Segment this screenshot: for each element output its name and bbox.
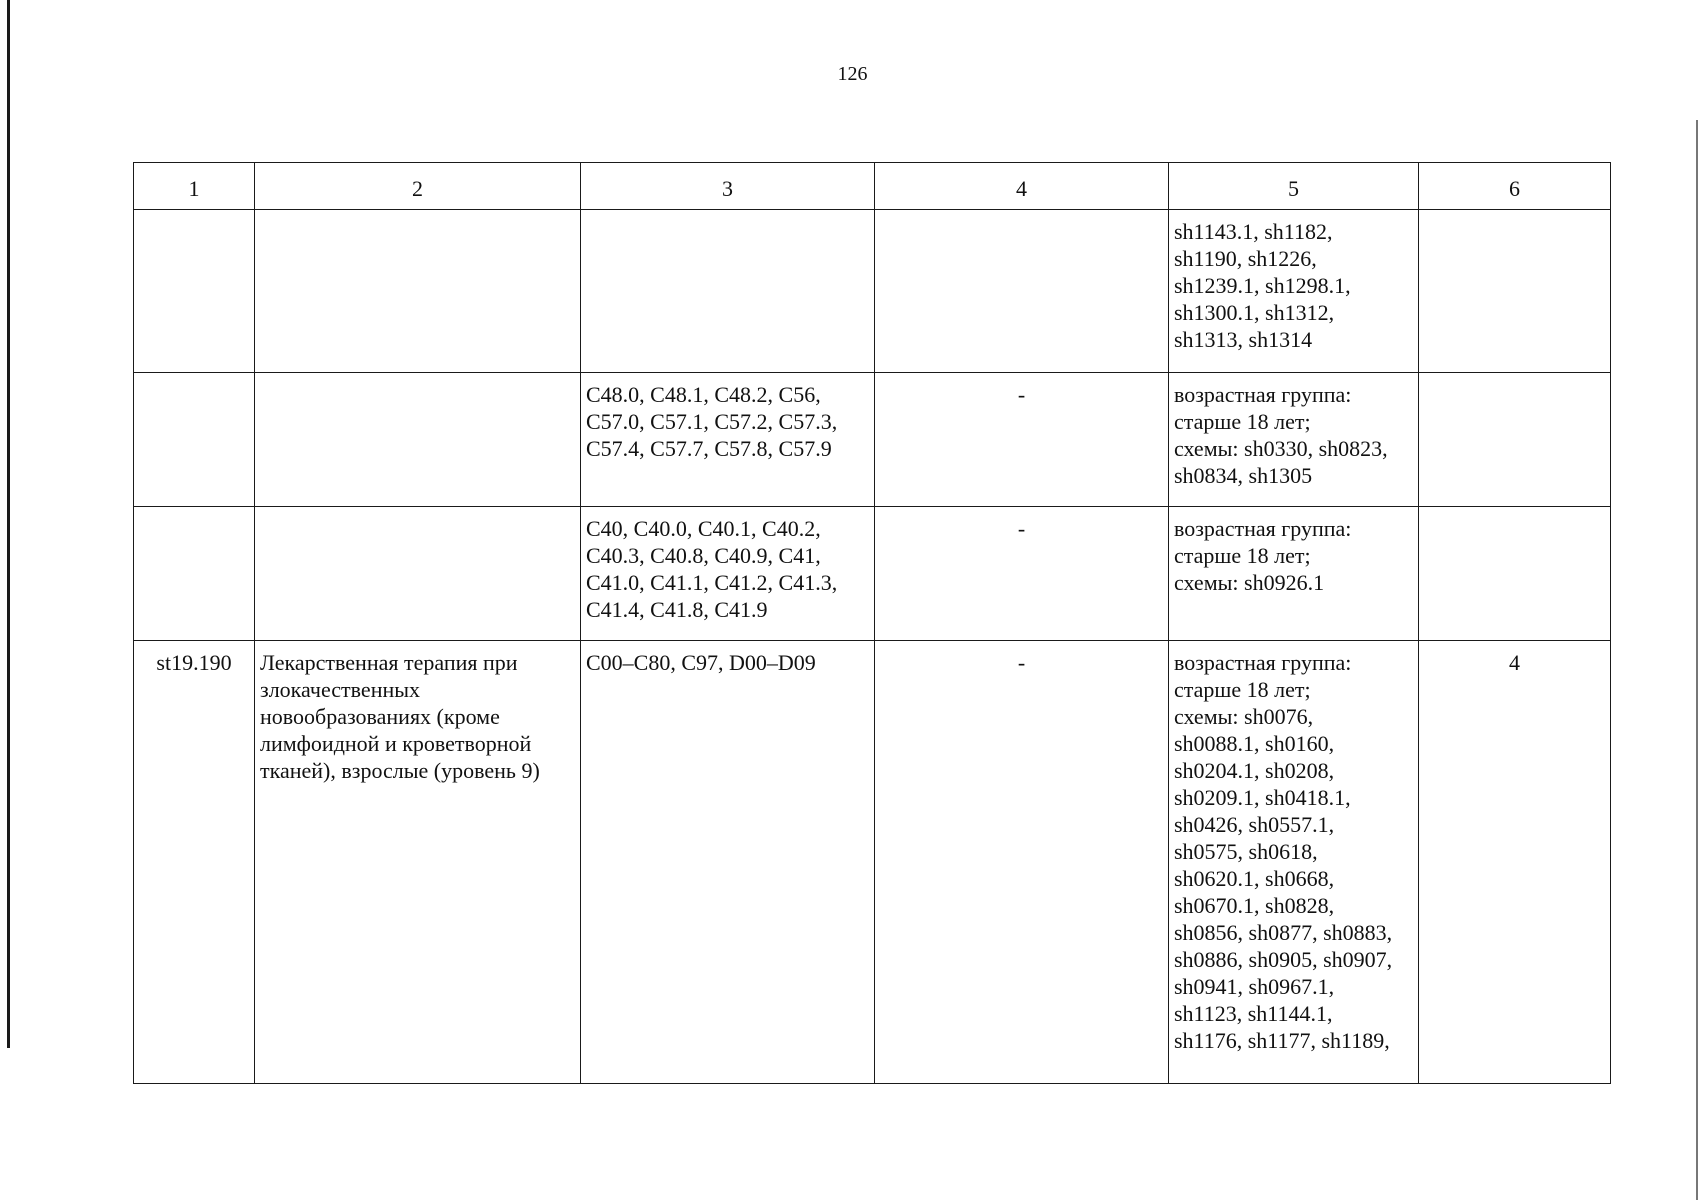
diagnosis-line: C40, C40.0, C40.1, C40.2,	[586, 516, 821, 541]
cell-diagnosis-codes	[581, 507, 875, 641]
cell-criteria	[1169, 210, 1419, 373]
cell-criteria	[1169, 373, 1419, 507]
diagnosis-line: C00–C80, C97, D00–D09	[586, 650, 816, 675]
diagnosis-line: C48.0, C48.1, C48.2, C56,	[586, 382, 821, 407]
criteria-line: sh0941, sh0967.1,	[1174, 974, 1335, 999]
criteria-line: sh0834, sh1305	[1174, 463, 1313, 488]
table-row	[134, 373, 1611, 507]
cell-criteria	[1169, 507, 1419, 641]
diagnosis-line: C41.4, C41.8, C41.9	[586, 597, 768, 622]
criteria-line: sh0575, sh0618,	[1174, 839, 1318, 864]
name-line: новообразованиях (кроме	[260, 704, 500, 729]
criteria-line: старше 18 лет;	[1174, 543, 1311, 568]
criteria-line: sh1300.1, sh1312,	[1174, 300, 1335, 325]
cell-name	[255, 373, 581, 507]
criteria-line: sh0670.1, sh0828,	[1174, 893, 1335, 918]
name-line: Лекарственная терапия при	[260, 650, 518, 675]
criteria-line: sh0620.1, sh0668,	[1174, 866, 1335, 891]
criteria-line: sh1143.1, sh1182,	[1174, 219, 1333, 244]
table-row	[134, 641, 1611, 1084]
name-line: тканей), взрослые (уровень 9)	[260, 758, 540, 783]
right-scan-edge	[1696, 120, 1698, 1200]
name-line: лимфоидной и кроветворной	[260, 731, 532, 756]
header-cell-3: 3	[581, 163, 875, 210]
criteria-line: sh0886, sh0905, sh0907,	[1174, 947, 1393, 972]
data-table	[133, 162, 1611, 1084]
criteria-line: возрастная группа:	[1174, 382, 1352, 407]
cell-code	[134, 507, 255, 641]
name-line: злокачественных	[260, 677, 421, 702]
criteria-line: sh1239.1, sh1298.1,	[1174, 273, 1351, 298]
cell-name	[255, 641, 581, 1084]
criteria-line: старше 18 лет;	[1174, 409, 1311, 434]
cell-coefficient: 4	[1419, 641, 1611, 1084]
cell-name	[255, 507, 581, 641]
criteria-line: sh0204.1, sh0208,	[1174, 758, 1335, 783]
criteria-line: схемы: sh0330, sh0823,	[1174, 436, 1388, 461]
header-cell-5: 5	[1169, 163, 1419, 210]
table-row	[134, 210, 1611, 373]
criteria-line: sh1190, sh1226,	[1174, 246, 1317, 271]
cell-code	[134, 373, 255, 507]
header-cell-2: 2	[255, 163, 581, 210]
cell-criteria	[1169, 641, 1419, 1084]
criteria-line: sh1313, sh1314	[1174, 327, 1313, 352]
page-number: 126	[837, 63, 868, 85]
cell-diagnosis-codes	[581, 641, 875, 1084]
cell-coefficient	[1419, 373, 1611, 507]
cell-col4: -	[875, 641, 1169, 1084]
criteria-line: sh0856, sh0877, sh0883,	[1174, 920, 1393, 945]
header-cell-1: 1	[134, 163, 255, 210]
header-cell-4: 4	[875, 163, 1169, 210]
diagnosis-line: C57.4, C57.7, C57.8, C57.9	[586, 436, 832, 461]
cell-col4: -	[875, 507, 1169, 641]
cell-col4: -	[875, 373, 1169, 507]
criteria-line: sh0426, sh0557.1,	[1174, 812, 1335, 837]
criteria-line: sh1123, sh1144.1,	[1174, 1001, 1333, 1026]
cell-code	[134, 210, 255, 373]
table-header-row	[134, 163, 1611, 210]
cell-col4	[875, 210, 1169, 373]
cell-diagnosis-codes	[581, 373, 875, 507]
criteria-line: возрастная группа:	[1174, 650, 1352, 675]
cell-name	[255, 210, 581, 373]
criteria-line: sh0088.1, sh0160,	[1174, 731, 1335, 756]
diagnosis-line: C41.0, C41.1, C41.2, C41.3,	[586, 570, 838, 595]
cell-coefficient	[1419, 507, 1611, 641]
criteria-line: sh0209.1, sh0418.1,	[1174, 785, 1351, 810]
diagnosis-line: C57.0, C57.1, C57.2, C57.3,	[586, 409, 838, 434]
left-scan-edge	[7, 0, 10, 1048]
cell-code: st19.190	[134, 641, 255, 1084]
criteria-line: sh1176, sh1177, sh1189,	[1174, 1028, 1390, 1053]
header-cell-6: 6	[1419, 163, 1611, 210]
table-row	[134, 507, 1611, 641]
cell-coefficient	[1419, 210, 1611, 373]
criteria-line: схемы: sh0076,	[1174, 704, 1314, 729]
criteria-line: возрастная группа:	[1174, 516, 1352, 541]
criteria-line: старше 18 лет;	[1174, 677, 1311, 702]
cell-diagnosis-codes	[581, 210, 875, 373]
criteria-line: схемы: sh0926.1	[1174, 570, 1325, 595]
diagnosis-line: C40.3, C40.8, C40.9, C41,	[586, 543, 821, 568]
